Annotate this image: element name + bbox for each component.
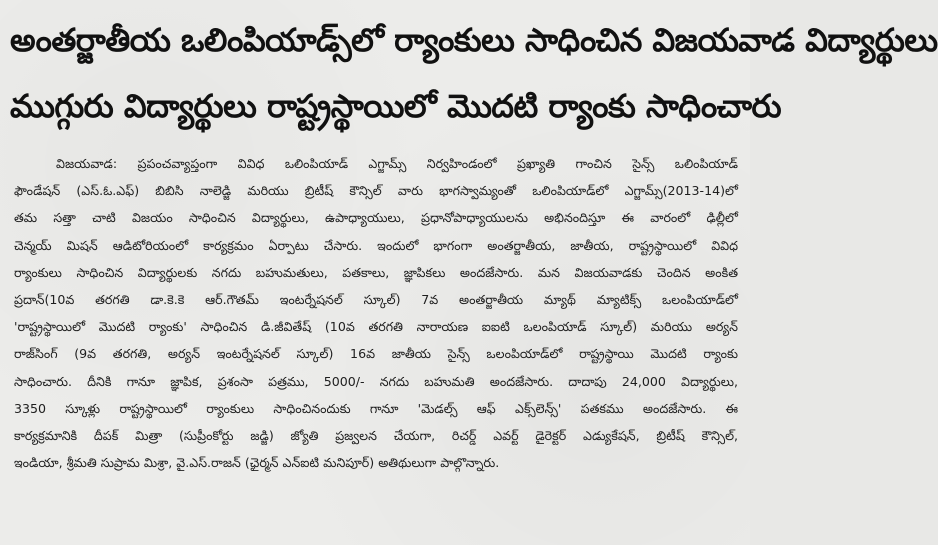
headline-line-2: ముగ్గురు విద్యార్థులు రాష్ట్రస్థాయిలో మొదటి ర్యాంకు సాధించారు <box>10 87 782 125</box>
article-line: విజయవాడ: ప్రపంచవ్యాప్తంగా వివిధ ఒలింపియాడ్ ఎగ్జామ్స్ నిర్వహిండంలో ప్రఖ్యాతి గాంచిన సైన్స్ ఒలింపియాడ్ <box>56 156 738 171</box>
article-line: 'రాష్ట్రస్థాయిలో మొదటి ర్యాంకు' సాధించిన డి.జీవితేష్ (10వ తరగతి నారాయణ ఐఐటి ఒలంపియాడ్ స్కూల్) మరియు అర్యన్ <box>14 319 738 335</box>
article-line: చెన్మయ్ మిషన్ ఆడిటోరియంలో కార్యక్రమం ఏర్పాటు చేసారు. ఇందులో భాగంగా అంతర్జాతీయ, జాతీయ, రాష్ట్రస్థాయిలో వివిధ <box>14 237 738 253</box>
article-line: కార్యక్రమానికి దీపక్ మిత్రా (సుప్రీంకోర్టు జడ్జి) జ్యోతి ప్రజ్వలన చేయగా, రిచర్డ్ ఎవర్ట్ డైరెక్టర్ ఎడ్యుకేషన్, బ్రిటీష్ కౌన్సిల్, <box>14 427 738 443</box>
article-line: సాధించారు. దీనికి గానూ జ్ఞాపిక, ప్రశంసా పత్రము, 5000/- నగదు బహుమతి అందజేసారు. దాదాపు 24,000 విద్యార్థులు, <box>14 373 738 389</box>
article-line: ఫౌండేషన్ (ఎస్.ఓ.ఎఫ్) బిబిసి నాలెడ్జి మరియు బ్రిటీష్ కౌన్సిల్ వారు భాగస్వామ్యంతో ఒలింపియాడ్‌లో ఎగ్జామ్స్(2013-14)లో <box>14 183 738 199</box>
article-line: 3350 స్కూళ్లు రాష్ట్రస్థాయిలో ర్యాంకులు సాధించినందుకు గానూ 'మెడల్స్ ఆఫ్ ఎక్స్‌లెన్స్' పతకము అందజేసారు. ఈ <box>14 400 738 416</box>
article-line: రాజ్‌సింగ్ (9వ తరగతి, అర్యన్ ఇంటర్నేషనల్ స్కూల్) 16వ జాతీయ సైన్స్ ఒలంపియాడ్‌లో రాష్ట్రస్థాయి మొదటి ర్యాంకు <box>14 346 738 362</box>
article-body <box>14 150 738 476</box>
headline-line-1: అంతర్జాతీయ ఒలింపియాడ్స్‌లో ర్యాంకులు సాధించిన విజయవాడ విద్యార్థులు <box>10 21 938 59</box>
article-line: ప్రదాన్(10వ తరగతి డా.కె.కె ఆర్.గౌతమ్ ఇంటర్నేషనల్ స్కూల్) 7వ అంతర్జాతీయ మ్యాథ్ మ్యాటిక్స్ ఒలంపియాడ్‌లో <box>14 291 738 307</box>
article-line: ర్యాంకులు సాధించిన విద్యార్థులకు నగదు బహుమతులు, పతకాలు, జ్ఞాపికలు అందజేసారు. మన విజయవాడకు చెందిన అంకిత <box>14 264 738 280</box>
article-line: ఇండియా, శ్రీమతి సుప్రామ మిశ్రా, వై.ఎస్.రాజన్ (ఛైర్మన్ ఎన్ఐటి మనిపూర్) అతిథులుగా పాల్గొన్నారు. <box>14 455 500 471</box>
article-line: తమ సత్తా చాటి విజయం సాధించిన విద్యార్థులు, ఉపాధ్యాయులు, ప్రధానోపాధ్యాయులను అభినందిస్తూ ఈ వారంలో ఢిల్లీలో <box>14 210 738 226</box>
